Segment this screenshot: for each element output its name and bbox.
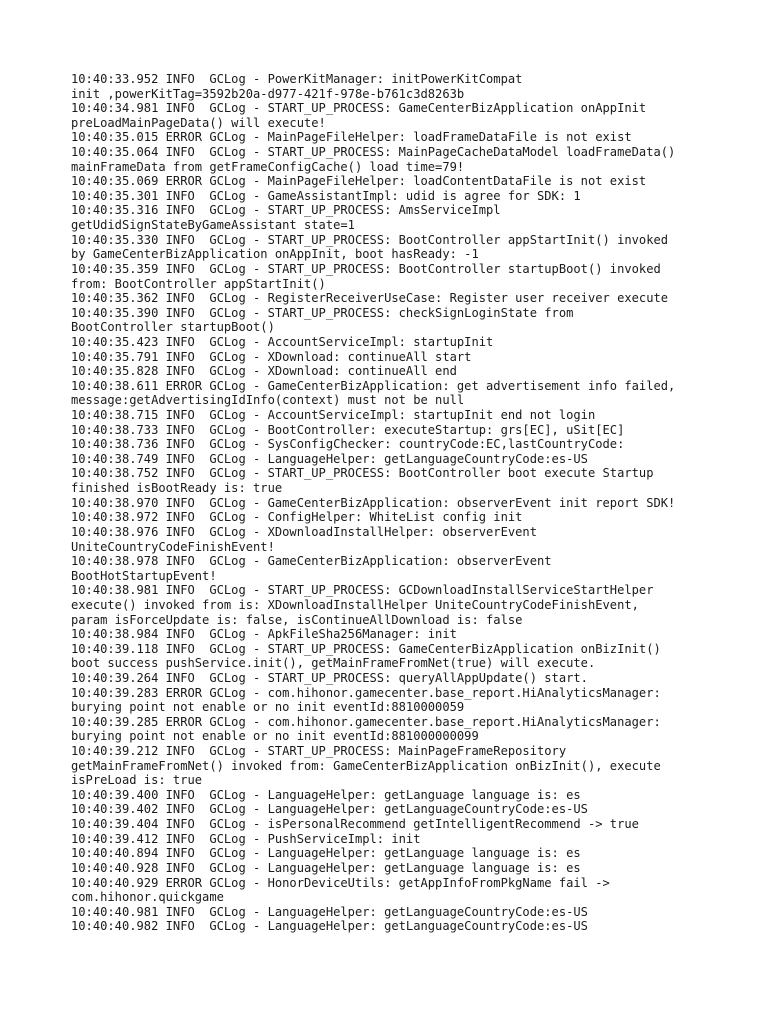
- log-line: 10:40:39.412 INFO GCLog - PushServiceImpl: init: [71, 831, 421, 846]
- log-line: 10:40:39.404 INFO GCLog - isPersonalRecommend getIntelligentRecommend -> true: [71, 817, 639, 832]
- log-line: 10:40:38.715 INFO GCLog - AccountServiceImpl: startupInit end not login: [71, 408, 596, 423]
- log-line: 10:40:39.283 ERROR GCLog - com.hihonor.gamecenter.base_report.HiAnalyticsManager:: [71, 685, 661, 700]
- log-line: 10:40:35.330 INFO GCLog - START_UP_PROCESS: BootController appStartInit() invoked: [71, 232, 669, 247]
- log-line: 10:40:38.733 INFO GCLog - BootController: executeStartup: grs[EC], uSit[EC]: [71, 422, 625, 437]
- log-line: 10:40:35.316 INFO GCLog - START_UP_PROCESS: AmsServiceImpl: [71, 203, 501, 218]
- log-line: burying point not enable or no init eventId:8810000059: [71, 700, 465, 715]
- log-line: 10:40:35.301 INFO GCLog - GameAssistantImpl: udid is agree for SDK: 1: [71, 188, 581, 203]
- log-line: 10:40:35.791 INFO GCLog - XDownload: continueAll start: [71, 349, 472, 364]
- log-line: 10:40:38.736 INFO GCLog - SysConfigChecker: countryCode:EC,lastCountryCode:: [71, 437, 625, 452]
- log-line: 10:40:35.390 INFO GCLog - START_UP_PROCESS: checkSignLoginState from: [71, 305, 574, 320]
- log-line: 10:40:38.978 INFO GCLog - GameCenterBizApplication: observerEvent: [71, 554, 552, 569]
- log-line: boot success pushService.init(), getMainFrameFromNet(true) will execute.: [71, 656, 596, 671]
- log-line: 10:40:39.400 INFO GCLog - LanguageHelper: getLanguage language is: es: [71, 787, 581, 802]
- log-line: burying point not enable or no init eventId:881000000099: [71, 729, 479, 744]
- log-line: by GameCenterBizApplication onAppInit, boot hasReady: -1: [71, 247, 479, 262]
- log-line: 10:40:34.981 INFO GCLog - START_UP_PROCESS: GameCenterBizApplication onAppInit: [71, 101, 647, 116]
- log-line: 10:40:38.976 INFO GCLog - XDownloadInstallHelper: observerEvent: [71, 524, 537, 539]
- log-line: init ,powerKitTag=3592b20a-d977-421f-978e-b761c3d8263b: [71, 86, 465, 101]
- log-line: 10:40:39.264 INFO GCLog - START_UP_PROCESS: queryAllAppUpdate() start.: [71, 670, 588, 685]
- log-line: 10:40:38.749 INFO GCLog - LanguageHelper: getLanguageCountryCode:es-US: [71, 451, 588, 466]
- log-line: 10:40:35.362 INFO GCLog - RegisterReceiverUseCase: Register user receiver execute: [71, 291, 669, 306]
- log-line: 10:40:33.952 INFO GCLog - PowerKitManager: initPowerKitCompat: [71, 72, 523, 86]
- log-line: getUdidSignStateByGameAssistant state=1: [71, 218, 355, 233]
- log-line: 10:40:39.118 INFO GCLog - START_UP_PROCESS: GameCenterBizApplication onBizInit(): [71, 641, 661, 656]
- log-line: 10:40:40.928 INFO GCLog - LanguageHelper: getLanguage language is: es: [71, 860, 581, 875]
- log-line: 10:40:35.069 ERROR GCLog - MainPageFileHelper: loadContentDataFile is not exist: [71, 174, 647, 189]
- log-line: BootHotStartupEvent!: [71, 568, 217, 583]
- log-line: 10:40:35.015 ERROR GCLog - MainPageFileHelper: loadFrameDataFile is not exist: [71, 130, 632, 145]
- log-line: 10:40:39.285 ERROR GCLog - com.hihonor.gamecenter.base_report.HiAnalyticsManager:: [71, 714, 661, 729]
- log-line: param isForceUpdate is: false, isContinueAllDownload is: false: [71, 612, 523, 627]
- log-line: 10:40:40.894 INFO GCLog - LanguageHelper: getLanguage language is: es: [71, 846, 581, 861]
- log-line: BootController startupBoot(): [71, 320, 275, 335]
- log-line: execute() invoked from is: XDownloadInstallHelper UniteCountryCodeFinishEvent,: [71, 597, 639, 612]
- log-text-block: [71, 72, 731, 934]
- log-line: 10:40:38.752 INFO GCLog - START_UP_PROCESS: BootController boot execute Startup: [71, 466, 654, 481]
- log-line: from: BootController appStartInit(): [71, 276, 326, 291]
- log-line: 10:40:40.929 ERROR GCLog - HonorDeviceUtils: getAppInfoFromPkgName fail ->: [71, 875, 610, 890]
- log-line: preLoadMainPageData() will execute!: [71, 115, 326, 130]
- log-line: 10:40:39.402 INFO GCLog - LanguageHelper: getLanguageCountryCode:es-US: [71, 802, 588, 817]
- log-line: 10:40:38.972 INFO GCLog - ConfigHelper: WhiteList config init: [71, 510, 523, 525]
- log-line: getMainFrameFromNet() invoked from: GameCenterBizApplication onBizInit(), execute: [71, 758, 661, 773]
- log-line: 10:40:40.981 INFO GCLog - LanguageHelper: getLanguageCountryCode:es-US: [71, 904, 588, 919]
- log-line: finished isBootReady is: true: [71, 481, 283, 496]
- log-line: com.hihonor.quickgame: [71, 890, 224, 905]
- log-line: 10:40:38.981 INFO GCLog - START_UP_PROCESS: GCDownloadInstallServiceStartHelper: [71, 583, 654, 598]
- log-line: message:getAdvertisingIdInfo(context) must not be null: [71, 393, 465, 408]
- log-line: 10:40:35.828 INFO GCLog - XDownload: continueAll end: [71, 364, 457, 379]
- log-line: 10:40:35.423 INFO GCLog - AccountServiceImpl: startupInit: [71, 334, 494, 349]
- log-line: 10:40:35.359 INFO GCLog - START_UP_PROCESS: BootController startupBoot() invoked: [71, 261, 661, 276]
- log-line: isPreLoad is: true: [71, 773, 203, 788]
- log-line: 10:40:40.982 INFO GCLog - LanguageHelper: getLanguageCountryCode:es-US: [71, 919, 588, 934]
- log-line: UniteCountryCodeFinishEvent!: [71, 539, 275, 554]
- log-line: 10:40:38.611 ERROR GCLog - GameCenterBizApplication: get advertisement info failed,: [71, 378, 676, 393]
- log-line: 10:40:35.064 INFO GCLog - START_UP_PROCESS: MainPageCacheDataModel loadFrameData(): [71, 145, 676, 160]
- log-line: mainFrameData from getFrameConfigCache() load time=79!: [71, 159, 465, 174]
- log-line: 10:40:38.984 INFO GCLog - ApkFileSha256Manager: init: [71, 627, 457, 642]
- log-line: 10:40:39.212 INFO GCLog - START_UP_PROCESS: MainPageFrameRepository: [71, 744, 567, 759]
- log-line: 10:40:38.970 INFO GCLog - GameCenterBizApplication: observerEvent init report SDK!: [71, 495, 676, 510]
